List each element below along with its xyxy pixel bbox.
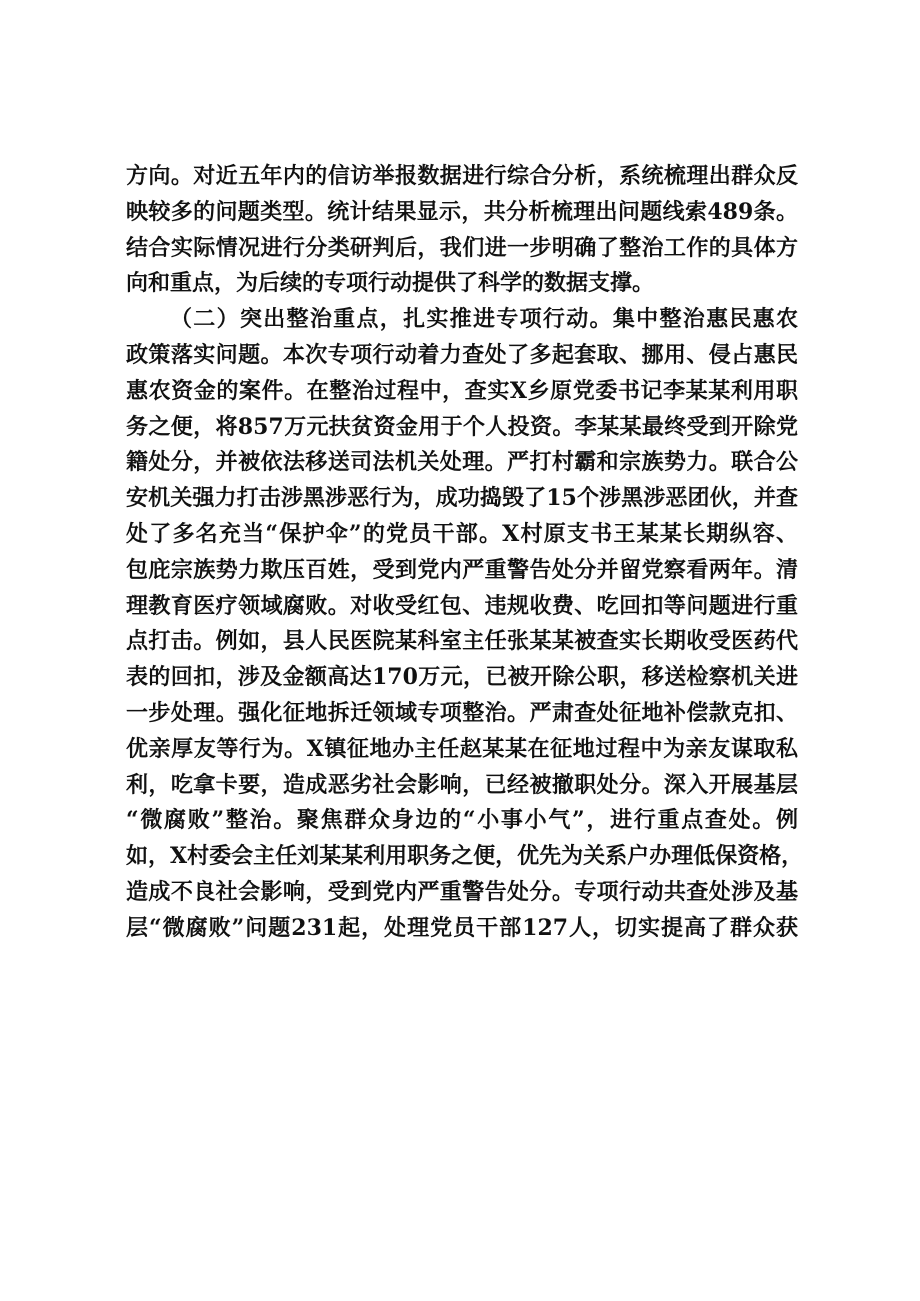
- text-line: 一步处理。强化征地拆迁领域专项整治。严肃查处征地补偿款克扣、: [126, 699, 798, 726]
- text-line: 惠农资金的案件。在整治过程中，查实X乡原党委书记李某某利用职: [126, 377, 798, 404]
- text-line: 务之便，将857万元扶贫资金用于个人投资。李某某最终受到开除党: [126, 413, 798, 440]
- text-line: 优亲厚友等行为。X镇征地办主任赵某某在征地过程中为亲友谋取私: [126, 735, 798, 762]
- text-line: 包庇宗族势力欺压百姓，受到党内严重警告处分并留党察看两年。清: [126, 556, 798, 583]
- text-line: “微腐败”整治。聚焦群众身边的“小事小气”，进行重点查处。例: [126, 807, 798, 834]
- text-line: 理教育医疗领域腐败。对收受红包、违规收费、吃回扣等问题进行重: [126, 592, 798, 619]
- text-line: 点打击。例如，县人民医院某科室主任张某某被查实长期收受医药代: [126, 628, 798, 655]
- text-line: 表的回扣，涉及金额高达170万元，已被开除公职，移送检察机关进: [126, 664, 798, 691]
- text-line: 政策落实问题。本次专项行动着力查处了多起套取、挪用、侵占惠民: [126, 341, 798, 368]
- text-line: 如，X村委会主任刘某某利用职务之便，优先为关系户办理低保资格，: [126, 843, 804, 870]
- text-line: 处了多名充当“保护伞”的党员干部。X村原支书王某某长期纵容、: [126, 520, 798, 547]
- text-line: 向和重点，为后续的专项行动提供了科学的数据支撑。: [126, 270, 655, 297]
- text-line: 方向。对近五年内的信访举报数据进行综合分析，系统梳理出群众反: [126, 163, 798, 189]
- text-line: 结合实际情况进行分类研判后，我们进一步明确了整治工作的具体方: [126, 234, 798, 261]
- text-line: 利，吃拿卡要，造成恶劣社会影响，已经被撤职处分。深入开展基层: [126, 771, 798, 798]
- text-line: 安机关强力打击涉黑涉恶行为，成功捣毁了15个涉黑涉恶团伙，并查: [126, 485, 798, 512]
- section-heading-line: （二）突出整治重点，扎实推进专项行动。集中整治惠民惠农: [170, 306, 798, 333]
- text-line: 籍处分，并被依法移送司法机关处理。严打村霸和宗族势力。联合公: [126, 449, 798, 476]
- body-text: [126, 159, 804, 947]
- text-line: 映较多的问题类型。统计结果显示，共分析梳理出问题线索489条。: [126, 198, 798, 225]
- text-line: 层“微腐败”问题231起，处理党员干部127人，切实提高了群众获: [126, 914, 798, 941]
- text-line: 造成不良社会影响，受到党内严重警告处分。专项行动共查处涉及基: [126, 878, 798, 905]
